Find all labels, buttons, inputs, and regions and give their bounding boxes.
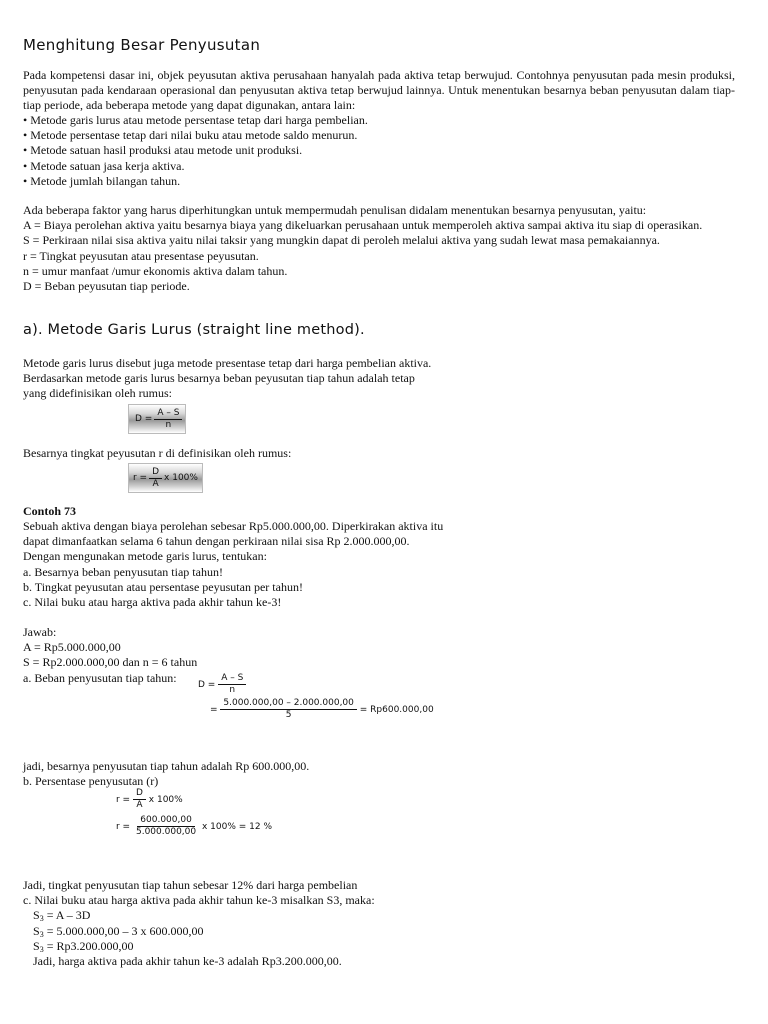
factor-d: D = Beban peyusutan tiap periode.	[23, 279, 190, 294]
answer-c-conclusion: Jadi, harga aktiva pada akhir tahun ke-3 adalah Rp3.200.000,00.	[33, 954, 342, 969]
answer-c-expression: = A – 3D	[43, 908, 91, 923]
factors-intro: Ada beberapa faktor yang harus diperhitungkan untuk mempermudah penulisan didalam menentukan besarnya penyusutan, yaitu:	[23, 203, 647, 217]
calc-b-lhs2: r =	[116, 822, 131, 832]
formula-r-lhs: r =	[133, 473, 148, 483]
formula-d-denominator: n	[165, 419, 172, 430]
answer-label: Jawab:	[23, 625, 57, 639]
answer-a-conclusion: jadi, besarnya penyusutan tiap tahun adalah Rp 600.000,00.	[23, 759, 310, 773]
calc-a-denominator2: 5	[285, 710, 292, 720]
example-line: Sebuah aktiva dengan biaya perolehan sebesar Rp5.000.000,00. Diperkirakan aktiva itu	[23, 519, 444, 533]
calc-a-result: = Rp600.000,00	[359, 705, 434, 715]
s3-subscript: 3	[39, 929, 44, 939]
calc-b-denominator: A	[136, 800, 143, 810]
formula-d-numerator: A – S	[154, 408, 182, 420]
answer-a-b-block	[23, 759, 735, 789]
s3-subscript: 3	[39, 914, 44, 924]
factor-a: A = Biaya perolehan aktiva yaitu besarnya biaya yang dikeluarkan perusahaan untuk memperoleh aktiva sampai aktiva itu siap di operasikan.	[23, 218, 703, 233]
formula-r-numerator: D	[149, 467, 162, 479]
answer-c-step	[23, 939, 735, 954]
method-item: • Metode persentase tetap dari nilai buku atau metode saldo menurun.	[23, 128, 358, 143]
example-line: Dengan mengunakan metode garis lurus, tentukan:	[23, 549, 267, 564]
method-item: • Metode satuan jasa kerja aktiva.	[23, 158, 185, 173]
calc-a-equals: =	[210, 705, 218, 715]
formula-r-denominator: A	[152, 478, 159, 489]
section-a-line: Berdasarkan metode garis lurus besarnya beban peyusutan tiap tahun adalah tetap	[23, 371, 415, 386]
example-text	[23, 519, 735, 610]
method-item: • Metode satuan hasil produksi atau metode unit produksi.	[23, 143, 303, 158]
example-line: c. Nilai buku atau harga aktiva pada akhir tahun ke-3!	[23, 595, 282, 610]
example-title: Contoh 73	[23, 504, 77, 518]
rate-intro: Besarnya tingkat peyusutan r di definisikan oleh rumus:	[23, 446, 292, 460]
answer-c-expression: = Rp3.200.000,00	[43, 938, 134, 953]
intro-paragraph: Pada kompetensi dasar ini, objek peyusutan aktiva perusahaan hanyalah pada aktiva tetap berwujud. Contohnya penyusutan pada mesin produksi, penyusutan pada kendaraan operasional dan penyusutan aktiva tetap berwujud lainnya. Untuk menentukan besarnya beban penyusutan dalam tiap-tiap periode, ada beberapa metode yang dapat digunakan, antara lain:	[23, 68, 735, 113]
calc-b-step2	[116, 815, 272, 838]
calc-a-numerator: A – S	[218, 673, 246, 685]
s3-subscript: 3	[39, 944, 44, 954]
calc-b-fraction2	[133, 815, 199, 838]
calc-b-rhs2: x 100% = 12 %	[201, 822, 273, 832]
answer-bc-block	[23, 878, 735, 969]
answer-b-conclusion: Jadi, tingkat penyusutan tiap tahun sebesar 12% dari harga pembelian	[23, 878, 358, 892]
factors-block	[23, 203, 735, 294]
calc-a-step1	[198, 673, 246, 696]
answer-b-label: b. Persentase penyusutan (r)	[23, 774, 159, 789]
formula-d-lhs: D =	[135, 414, 153, 424]
calc-b-step1	[116, 788, 183, 811]
answer-c-step	[23, 924, 735, 939]
answer-a-label: a. Beban penyusutan tiap tahun:	[23, 670, 177, 685]
section-a-title: a). Metode Garis Lurus (straight line method).	[23, 322, 365, 338]
formula-r-rhs: x 100%	[164, 473, 198, 483]
method-item: • Metode garis lurus atau metode persentase tetap dari harga pembelian.	[23, 113, 368, 127]
formula-d-box	[128, 404, 186, 434]
answer-c-label: c. Nilai buku atau harga aktiva pada akhir tahun ke-3 misalkan S3, maka:	[23, 893, 375, 908]
factor-r: r = Tingkat peyusutan atau presentase peyusutan.	[23, 248, 259, 263]
example-line: a. Besarnya beban penyusutan tiap tahun!	[23, 564, 223, 579]
factor-n: n = umur manfaat /umur ekonomis aktiva dalam tahun.	[23, 263, 288, 278]
formula-r-box	[128, 463, 203, 493]
calc-a-lhs: D =	[198, 680, 216, 690]
section-a-text	[23, 356, 735, 402]
section-a-line: Metode garis lurus disebut juga metode presentase tetap dari harga pembelian aktiva.	[23, 356, 432, 370]
s3-symbol: S	[33, 908, 40, 923]
calc-b-lhs: r =	[116, 795, 131, 805]
calc-a-fraction	[218, 673, 246, 696]
methods-list	[23, 113, 735, 189]
example-line: b. Tingkat peyusutan atau persentase peyusutan per tahun!	[23, 579, 303, 594]
calc-a-numerator2: 5.000.000,00 – 2.000.000,00	[220, 698, 356, 710]
answer-line: S = Rp2.000.000,00 dan n = 6 tahun	[23, 655, 198, 670]
calc-a-step2	[210, 698, 434, 721]
page-title: Menghitung Besar Penyusutan	[23, 36, 261, 54]
calc-b-numerator2: 600.000,00	[137, 815, 195, 827]
example-line: dapat dimanfaatkan selama 6 tahun dengan perkiraan nilai sisa Rp 2.000.000,00.	[23, 534, 410, 549]
s3-symbol: S	[33, 938, 40, 953]
calc-b-denominator2: 5.000.000,00	[135, 827, 197, 837]
factor-s: S = Perkiraan nilai sisa aktiva yaitu nilai taksir yang mungkin dapat di peroleh melalui aktiva yang sudah lewat masa pemakaiannya.	[23, 233, 660, 248]
calc-b-fraction	[133, 788, 146, 811]
formula-r-fraction	[149, 467, 162, 490]
calc-a-denominator: n	[229, 685, 236, 695]
answer-line: A = Rp5.000.000,00	[23, 640, 121, 655]
calc-b-numerator: D	[133, 788, 146, 800]
calc-b-rhs: x 100%	[148, 795, 183, 805]
answer-c-step	[23, 908, 735, 923]
formula-d-fraction	[154, 408, 182, 431]
answer-c-expression: = 5.000.000,00 – 3 x 600.000,00	[43, 923, 204, 938]
method-item: • Metode jumlah bilangan tahun.	[23, 173, 181, 188]
calc-a-fraction2	[220, 698, 356, 721]
answer-block	[23, 625, 735, 686]
section-a-line: yang didefinisikan oleh rumus:	[23, 386, 172, 401]
s3-symbol: S	[33, 923, 40, 938]
